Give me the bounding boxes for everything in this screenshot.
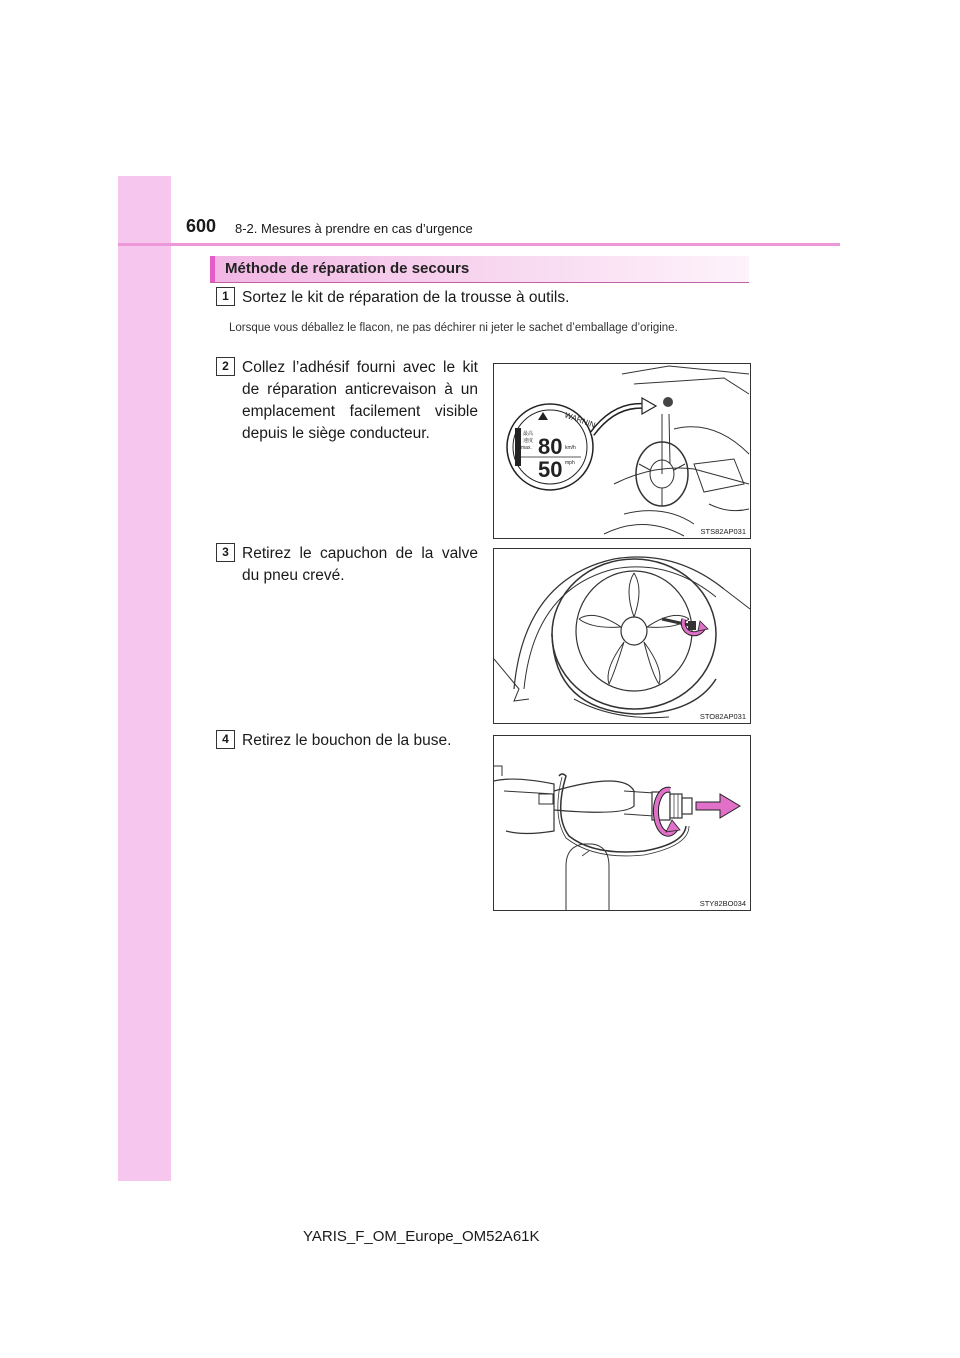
sticker-unit-mph: mph (565, 460, 575, 466)
sticker-warning-label: WARNING (563, 410, 603, 433)
step-1-text: Sortez le kit de réparation de la trousse à outils. (242, 289, 570, 306)
sticker-speed-kmh: 80 (538, 434, 563, 459)
figure-code: STY82BO034 (699, 899, 746, 908)
step-number-1: 1 (216, 287, 235, 306)
side-tab-band (118, 176, 171, 1181)
step-3-text: Retirez le capuchon de la valve du pneu crevé. (242, 545, 478, 584)
section-title: Méthode de réparation de secours (225, 260, 470, 277)
sticker-kanji-1: 最高 (523, 431, 534, 437)
step-number-4: 4 (216, 730, 235, 749)
section-accent (210, 256, 215, 282)
step-1-note: Lorsque vous déballez le flacon, ne pas déchirer ni jeter le sachet d’emballage d’origine. (229, 322, 678, 334)
document-id: YARIS_F_OM_Europe_OM52A61K (303, 1228, 540, 1245)
figure-code: STO82AP031 (699, 712, 746, 721)
warning-sticker (507, 404, 602, 490)
section-heading-bar (210, 256, 749, 283)
sticker-max: max. (521, 445, 532, 451)
pull-arrow-icon (696, 794, 740, 818)
figure-valve-cap (493, 548, 751, 724)
nozzle-illustration (494, 736, 750, 910)
step-4-text: Retirez le bouchon de la buse. (242, 732, 452, 749)
step-number-2: 2 (216, 357, 235, 376)
page-number: 600 (186, 216, 217, 236)
chapter-title: 8-2. Mesures à prendre en cas d’urgence (235, 221, 473, 236)
header-rule (118, 243, 840, 246)
wheel-illustration (494, 549, 750, 723)
curved-arrow-icon (642, 398, 656, 414)
step-2-text: Collez l’adhésif fourni avec le kit de réparation anticrevaison à un emplacement facilement visible depuis le siège conducteur. (242, 359, 478, 442)
sticker-kanji-2: 速度 (523, 438, 534, 444)
figure-nozzle-plug (493, 735, 751, 911)
figure-code: STS82AP031 (700, 527, 746, 536)
step-number-3: 3 (216, 543, 235, 562)
figure-sticker-placement (493, 363, 751, 539)
sticker-speed-mph: 50 (538, 457, 563, 482)
dashboard-illustration (494, 364, 750, 538)
sticker-unit-kmh: km/h (565, 445, 576, 451)
